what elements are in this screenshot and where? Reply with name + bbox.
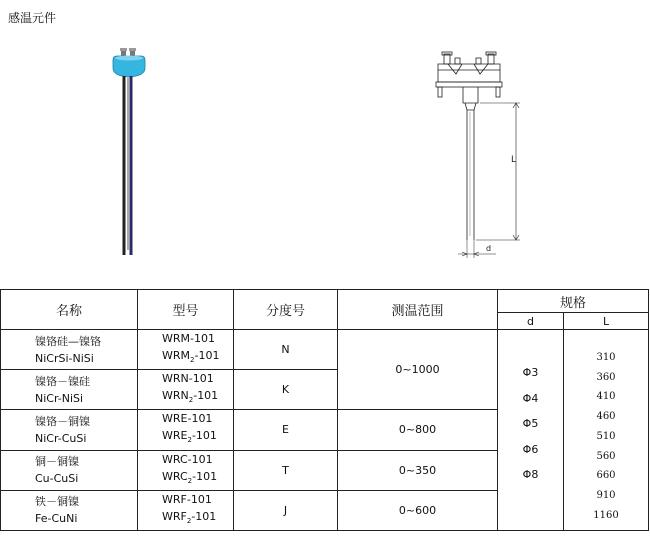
L-value: 410	[596, 391, 616, 403]
header-L: L	[564, 313, 649, 330]
model-secondary: $WRC_2-101$	[162, 469, 218, 485]
range-cell: 0~600	[338, 490, 498, 530]
header-name: 名称	[1, 290, 138, 330]
L-value: 460	[596, 411, 616, 423]
name-en: Fe-CuNi	[35, 512, 78, 526]
name-cn: 镍铬－铜镍	[35, 414, 90, 428]
d-value: Φ6	[522, 442, 539, 456]
d-value: Φ4	[522, 391, 539, 405]
model-primary: WRE-101	[162, 412, 213, 426]
model-cell	[138, 370, 234, 410]
grade-cell: N	[234, 330, 338, 370]
name-en: Cu-CuSi	[35, 472, 79, 486]
L-value: 510	[596, 430, 616, 442]
table-row	[1, 330, 649, 370]
L-value: 910	[596, 489, 616, 501]
model-secondary: $WRE_2-101$	[162, 429, 217, 445]
model-primary: WRC-101	[162, 452, 213, 466]
name-cn: 铜－铜镍	[35, 455, 79, 469]
technical-drawing	[436, 52, 520, 258]
L-values-cell	[564, 330, 649, 531]
sensor-element-photo	[113, 48, 145, 255]
grade-cell: J	[234, 490, 338, 530]
model-primary: WRN-101	[162, 372, 214, 386]
header-range: 测温范围	[338, 290, 498, 330]
d-value: Φ8	[522, 468, 539, 482]
d-value: Φ3	[522, 366, 539, 379]
model-cell	[138, 490, 234, 530]
model-cell	[138, 410, 234, 450]
name-cn: 铁－铜镍	[35, 495, 79, 509]
model-secondary: $WRF_2-101$	[162, 509, 217, 525]
L-value: 560	[596, 450, 616, 462]
model-secondary: $WRN_2-101$	[162, 389, 219, 405]
range-cell: 0~800	[338, 410, 498, 450]
name-en: NiCrSi-NiSi	[35, 351, 94, 365]
grade-cell: K	[234, 370, 338, 410]
name-cn: 镍铬－镍硅	[35, 374, 90, 388]
header-grade: 分度号	[234, 290, 338, 330]
name-cell	[1, 330, 138, 370]
name-cell	[1, 490, 138, 530]
L-value: 660	[596, 470, 616, 482]
d-value: Φ5	[522, 417, 539, 431]
model-secondary: $WRM_2-101$	[162, 349, 220, 365]
header-d: d	[498, 313, 564, 330]
model-primary: WRF-101	[162, 492, 212, 506]
name-en: NiCr-CuSi	[35, 431, 87, 445]
model-cell	[138, 450, 234, 490]
L-value: 360	[596, 371, 616, 383]
spec-table	[0, 289, 649, 531]
range-cell: 0~1000	[338, 330, 498, 410]
grade-cell: T	[234, 450, 338, 490]
L-value: 1160	[593, 509, 619, 521]
page-title: 感温元件	[8, 11, 57, 25]
header-spec: 规格	[498, 290, 649, 313]
L-value: 310	[596, 352, 616, 363]
model-primary: WRM-101	[162, 332, 215, 345]
range-cell: 0~350	[338, 450, 498, 490]
name-cell	[1, 410, 138, 450]
name-cell	[1, 450, 138, 490]
name-en: NiCr-NiSi	[35, 391, 84, 405]
grade-cell: E	[234, 410, 338, 450]
dimension-L-label: L	[511, 155, 517, 165]
d-values-cell	[498, 330, 564, 531]
name-cn: 镍铬硅—镍铬	[35, 334, 101, 348]
header-model: 型号	[138, 290, 234, 330]
name-cell	[1, 370, 138, 410]
dimension-d-label: d	[486, 244, 492, 253]
model-cell	[138, 330, 234, 370]
